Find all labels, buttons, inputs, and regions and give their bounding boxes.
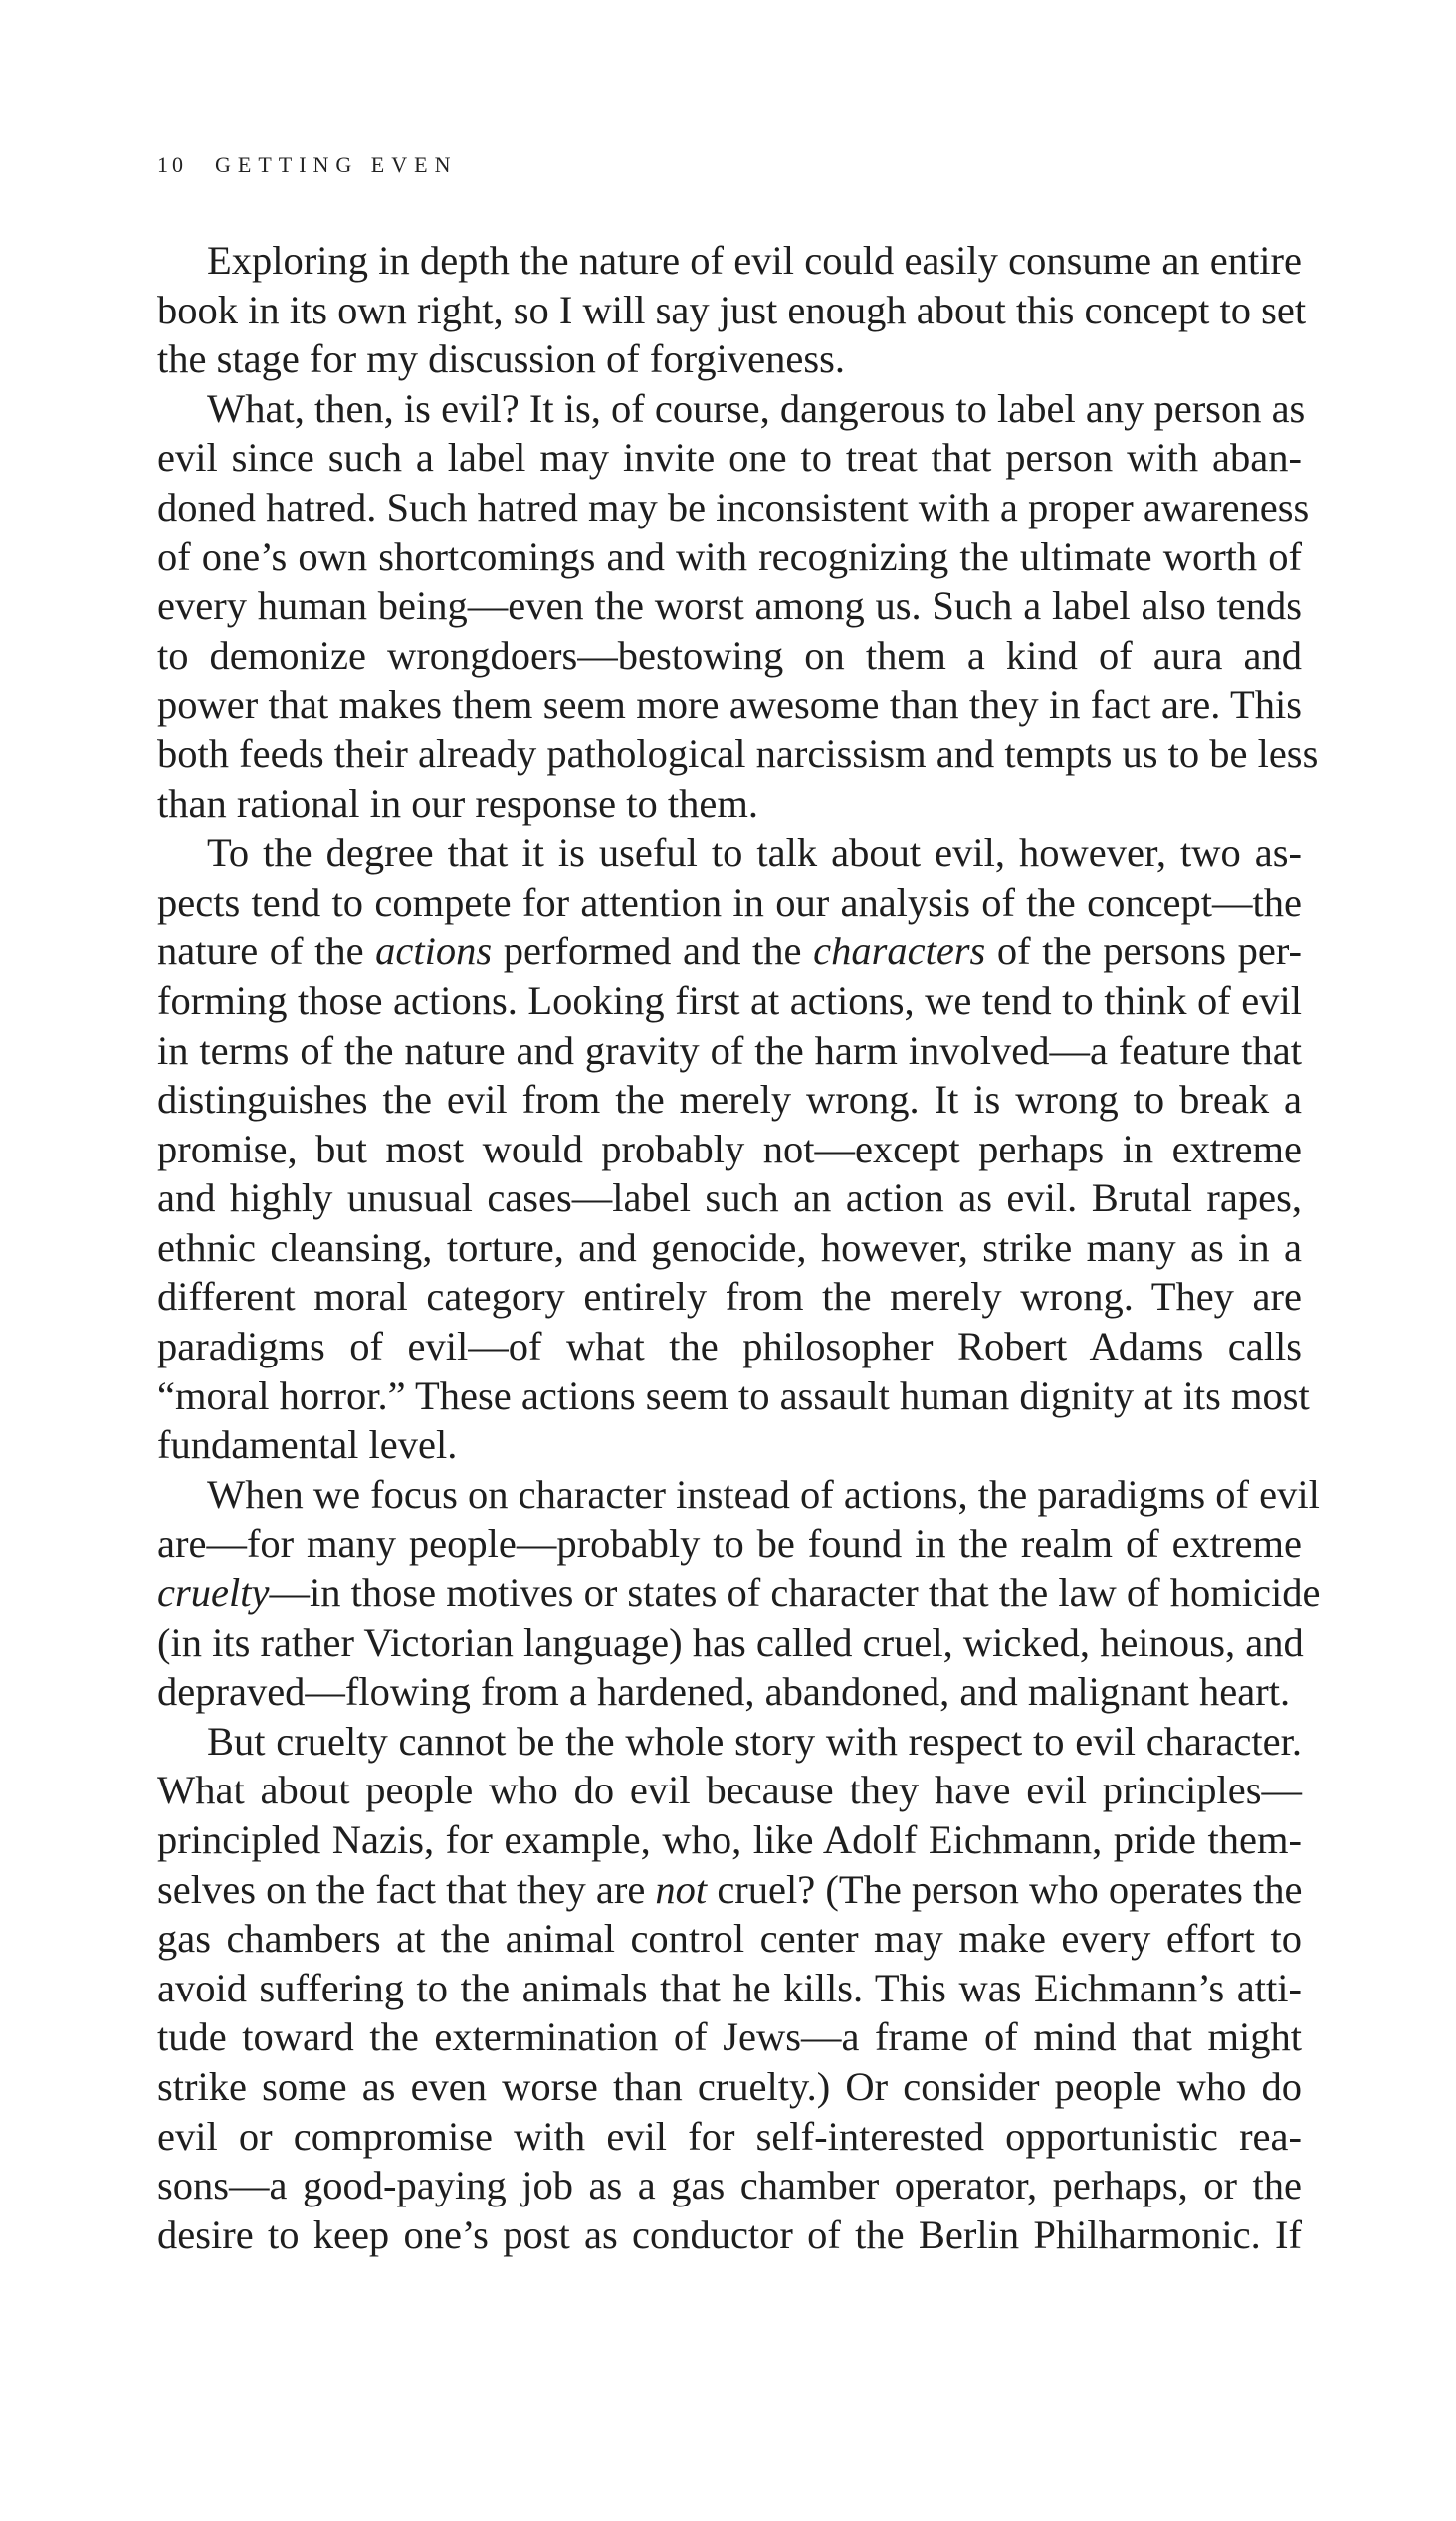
text-line [157,1075,1302,1125]
running-head [157,149,457,181]
text-run: every human being—even the worst among us. Such a label also tends [157,583,1302,629]
text-run: distinguishes the evil from the merely wrong. It is wrong to break a [157,1077,1302,1123]
text-run: different moral category entirely from the merely wrong. They are [157,1274,1302,1320]
text-run: depraved—flowing from a hardened, abandoned, and malignant heart. [157,1669,1291,1715]
text-run: fundamental level. [157,1422,458,1468]
text-line [157,384,1306,434]
text-line [157,631,1302,681]
italic-text: characters [813,929,986,974]
text-run: desire to keep one’s post as conductor of the Berlin Philharmonic. If [157,2211,1302,2257]
text-run: forming those actions. Looking first at actions, we tend to think of evil [157,977,1302,1023]
text-line [157,433,1302,483]
text-run: avoid suffering to the animals that he kills. This was Eichmann’s atti- [157,1965,1302,2010]
text-run: promise, but most would probably not—except perhaps in extreme [157,1126,1302,1171]
text-line [157,2112,1302,2162]
text-run: nature of the [157,929,376,974]
text-run: in terms of the nature and gravity of the harm involved—a feature that [157,1027,1302,1073]
text-line [157,1964,1302,2013]
text-run: “moral horror.” These actions seem to assault human dignity at its most [157,1372,1310,1418]
text-line [157,1667,1302,1717]
text-line [157,1569,1321,1618]
text-line [157,1618,1302,1668]
text-run: But cruelty cannot be the whole story with respect to evil character. [207,1718,1302,1764]
italic-text: cruelty [157,1571,270,1616]
text-line [157,2012,1302,2062]
text-run: What about people who do evil because they have evil principles— [157,1768,1302,1813]
text-line [157,878,1302,928]
body-text [157,236,1321,2259]
text-run: and highly unusual cases—label such an action as evil. Brutal rapes, [157,1175,1302,1221]
text-run: pects tend to compete for attention in our analysis of the concept—the [157,879,1302,925]
running-head-title: GETTING EVEN [215,152,458,177]
text-line [157,730,1319,779]
text-line [157,680,1302,730]
text-run: —in those motives or states of character that the law of homicide [269,1571,1321,1616]
text-run: the stage for my discussion of forgiveness. [157,336,846,382]
text-line [157,1125,1302,1174]
paragraph [157,1470,1321,1717]
text-run: To the degree that it is useful to talk about evil, however, two as- [207,830,1302,876]
text-run: Exploring in depth the nature of evil could easily consume an entire [207,238,1302,283]
text-run: of the persons per- [985,929,1302,974]
text-line [157,581,1302,631]
text-run: sons—a good-paying job as a gas chamber operator, perhaps, or the [157,2163,1302,2208]
text-line [157,1865,1302,1915]
text-run: evil since such a label may invite one to treat that person with aban- [157,435,1302,481]
text-line [157,1371,1310,1421]
text-line [157,1519,1302,1569]
text-line [157,2210,1302,2260]
text-line [157,1717,1302,1767]
paragraph [157,236,1307,384]
text-run: than rational in our response to them. [157,780,758,826]
paragraph [157,1717,1302,2260]
text-run: gas chambers at the animal control center may make every effort to [157,1916,1302,1962]
text-run: strike some as even worse than cruelty.) Or consider people who do [157,2063,1302,2109]
text-run: principled Nazis, for example, who, like Adolf Eichmann, pride them- [157,1817,1302,1862]
text-line [157,286,1307,335]
text-line [157,483,1310,532]
paragraph [157,384,1319,828]
text-line [157,1223,1302,1273]
text-line [157,1026,1302,1076]
text-run: of one’s own shortcomings and with recognizing the ultimate worth of [157,533,1302,579]
italic-text: actions [375,929,493,974]
text-line [157,532,1302,582]
text-line [157,1815,1302,1865]
text-run: are—for many people—probably to be found in the realm of extreme [157,1521,1302,1567]
text-line [157,976,1302,1026]
text-run: paradigms of evil—of what the philosopher Robert Adams calls [157,1324,1302,1369]
text-run: When we focus on character instead of actions, the paradigms of evil [207,1471,1320,1517]
text-line [157,1322,1302,1371]
text-line [157,1470,1320,1520]
page-number: 10 [157,152,187,177]
text-run: both feeds their already pathological narcissism and tempts us to be less [157,731,1319,776]
text-run: tude toward the extermination of Jews—a frame of mind that might [157,2014,1302,2060]
text-line [157,1766,1302,1815]
text-run: to demonize wrongdoers—bestowing on them a kind of aura and [157,632,1302,678]
text-line [157,1272,1302,1322]
text-line [157,828,1302,878]
text-run: evil or compromise with evil for self-interested opportunistic rea- [157,2113,1302,2159]
text-line [157,334,1302,384]
text-line [157,1173,1302,1223]
text-run: book in its own right, so I will say just enough about this concept to set [157,287,1307,332]
text-run: selves on the fact that they are [157,1866,656,1912]
text-line [157,1914,1302,1964]
italic-text: not [655,1866,708,1912]
paragraph [157,828,1310,1470]
text-run: What, then, is evil? It is, of course, dangerous to label any person as [207,385,1306,431]
text-run: performed and the [492,929,814,974]
text-run: ethnic cleansing, torture, and genocide, however, strike many as in a [157,1224,1302,1270]
text-run: doned hatred. Such hatred may be inconsistent with a proper awareness [157,484,1310,529]
text-run: power that makes them seem more awesome than they in fact are. This [157,682,1302,728]
text-line [157,927,1302,976]
text-line [157,236,1302,286]
text-run: cruel? (The person who operates the [707,1866,1303,1912]
text-line [157,779,1302,829]
text-run: (in its rather Victorian language) has called cruel, wicked, heinous, and [157,1619,1304,1665]
text-line [157,2161,1302,2210]
text-line [157,2062,1302,2112]
text-line [157,1420,1302,1470]
